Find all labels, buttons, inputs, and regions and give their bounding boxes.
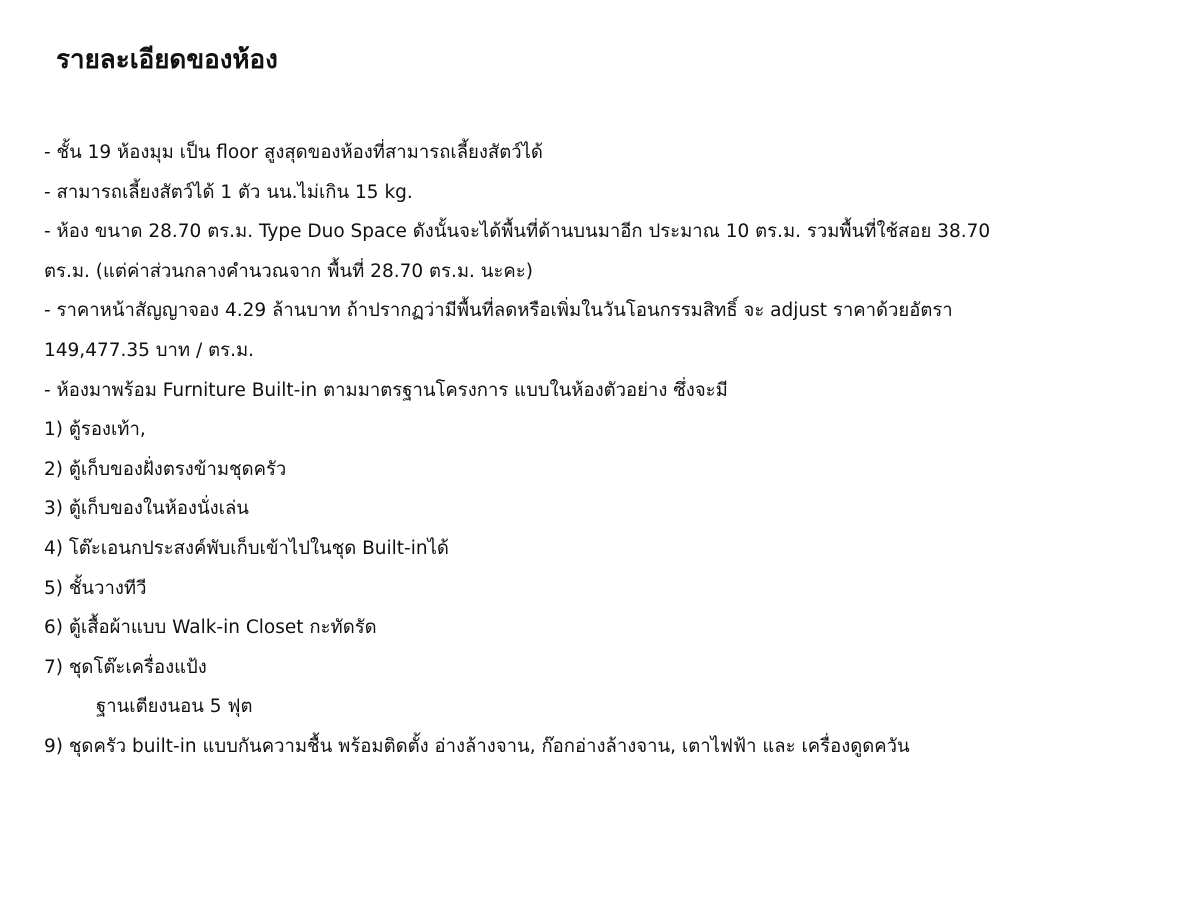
detail-line-price: - ราคาหน้าสัญญาจอง 4.29 ล้านบาท ถ้าปรากฏว่ามีพื้นที่ลดหรือเพิ่มในวันโอนกรรมสิทธิ์ จะ adjust ราคาด้วยอัตรา bbox=[44, 300, 953, 322]
detail-line-floor: - ชั้น 19 ห้องมุม เป็น floor สูงสุดของห้องที่สามารถเลี้ยงสัตว์ได้ bbox=[44, 142, 543, 163]
furniture-item-9: 9) ชุดครัว built-in แบบกันความชื้น พร้อมติดตั้ง อ่างล้างจาน, ก๊อกอ่างล้างจาน, เตาไฟฟ้า และ เครื่องดูดควัน bbox=[44, 735, 910, 757]
detail-line-price-cont: 149,477.35 บาท / ตร.ม. bbox=[44, 339, 255, 361]
page-title: รายละเอียดของห้อง bbox=[56, 45, 278, 75]
room-details-list bbox=[44, 133, 1164, 767]
furniture-item-6: 6) ตู้เสื้อผ้าแบบ Walk-in Closet กะทัดรัด bbox=[44, 617, 377, 639]
detail-line-size: - ห้อง ขนาด 28.70 ตร.ม. Type Duo Space ดังนั้นจะได้พื้นที่ด้านบนมาอีก ประมาณ 10 ตร.ม. รวมพื้นที่ใช้สอย 38.70 bbox=[44, 221, 991, 243]
detail-line-size-cont: ตร.ม. (แต่ค่าส่วนกลางคำนวณจาก พื้นที่ 28.70 ตร.ม. นะคะ) bbox=[44, 260, 533, 282]
furniture-item-4: 4) โต๊ะเอนกประสงค์พับเก็บเข้าไปในชุด Built-inได้ bbox=[44, 537, 449, 559]
furniture-item-2: 2) ตู้เก็บของฝั่งตรงข้ามชุดครัว bbox=[44, 458, 287, 480]
detail-line-furniture: - ห้องมาพร้อม Furniture Built-in ตามมาตรฐานโครงการ แบบในห้องตัวอย่าง ซึ่งจะมี bbox=[44, 379, 728, 401]
detail-line-pets: - สามารถเลี้ยงสัตว์ได้ 1 ตัว นน.ไม่เกิน 15 kg. bbox=[44, 181, 413, 203]
furniture-item-5: 5) ชั้นวางทีวี bbox=[44, 577, 147, 599]
furniture-item-1: 1) ตู้รองเท้า, bbox=[44, 419, 146, 441]
furniture-item-3: 3) ตู้เก็บของในห้องนั่งเล่น bbox=[44, 498, 249, 520]
furniture-item-8: ฐานเตียงนอน 5 ฟุต bbox=[96, 696, 253, 718]
furniture-item-7: 7) ชุดโต๊ะเครื่องแป้ง bbox=[44, 656, 207, 678]
